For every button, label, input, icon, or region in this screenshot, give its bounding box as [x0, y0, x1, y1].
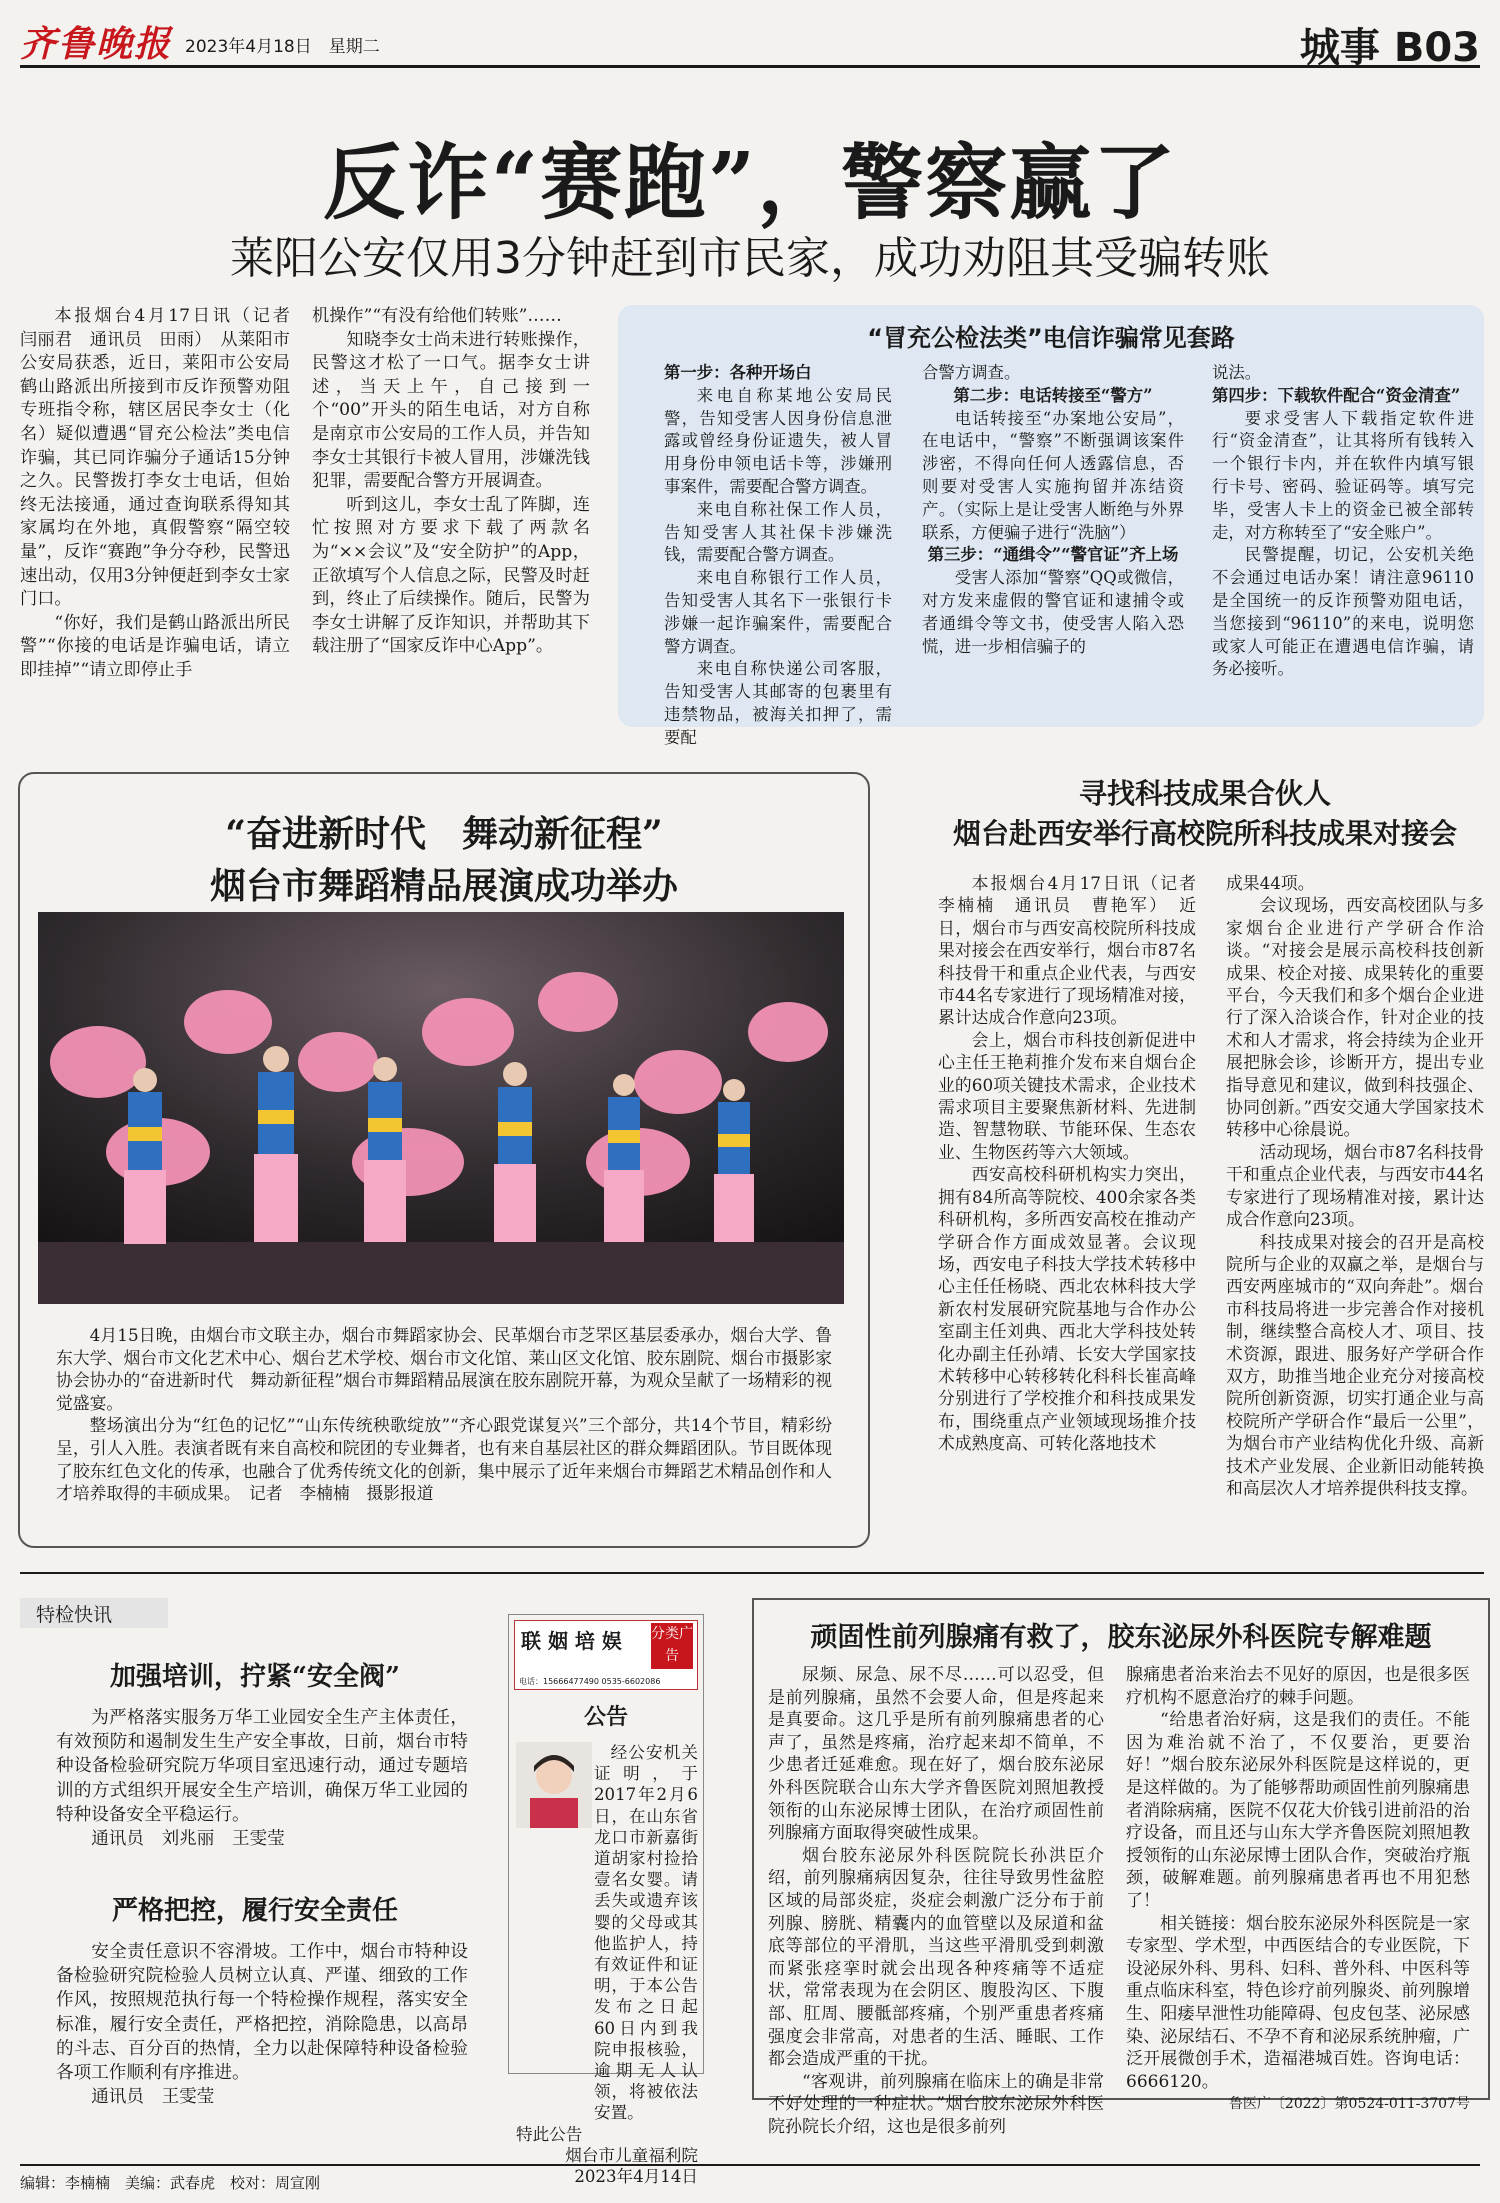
tech-title-line-1: 寻找科技成果合伙人: [1078, 777, 1331, 810]
notice-body: [516, 1742, 698, 2187]
notice-paragraph: 经公安机关证明，于2017年2月6日，在山东省龙口市新嘉街道胡家村捡拾壹名女婴。请丢失或遗弃该婴的父母或其他监护人，持有效证件和证明，于本公告发布之日起60日内到我院申报核验，逾期无人认领，将被依法安置。: [594, 1743, 698, 2123]
health-ad-number: 鲁医广〔2022〕第0524-011-3707号: [1228, 2096, 1470, 2113]
tech-column-2: [1226, 872, 1484, 1499]
fraud-paragraph: 受害人添加“警察”QQ或微信，对方发来虚假的警官证和逮捕令或者通缉令等文书，使受害人陷入恐慌，进一步相信骗子的: [922, 568, 1184, 656]
dance-caption: [56, 1324, 832, 1505]
section-divider: [20, 1572, 1484, 1574]
notice-signer: 烟台市儿童福利院: [565, 2145, 698, 2165]
lead-paragraph: “你好，我们是鹤山路派出所民警”“你接的电话是诈骗电话，请立即挂掉”“请立即停止手: [20, 612, 290, 680]
fraud-paragraph: 来电自称某地公安局民警，告知受害人因身份信息泄露或曾经身份证遗失，被人冒用身份申领电话卡等，涉嫌刑事案件，需要配合警方调查。: [664, 385, 892, 496]
health-column-1: [768, 1664, 1104, 2138]
tech-paragraph: 会上，烟台市科技创新促进中心主任王艳莉推介发布来自烟台企业的60项关键技术需求，企业技术需求项目主要聚焦新材料、先进制造、智慧物联、节能环保、生态农业、生物医药等六大领域。: [938, 1029, 1196, 1162]
fraud-column-2: [922, 362, 1184, 658]
inspection-paragraph: 安全责任意识不容滑坡。工作中，烟台市特种设备检验研究院检验人员树立认真、严谨、细致的工作作风，按照规范执行每一个特检操作规程，落实安全标准，履行安全责任，严格把控，消除隐患，以高昂的斗志、百分百的热情，全力以赴保障特种设备检验各项工作顺利有序推进。: [56, 1942, 468, 2084]
ad-phone: 电话：15666477490 0535-6602086: [519, 1677, 661, 1686]
fraud-paragraph: 说法。: [1212, 363, 1262, 382]
ad-tag: 分类广告: [651, 1623, 693, 1669]
fraud-paragraph: 民警提醒，切记，公安机关绝不会通过电话办案！请注意96110是全国统一的反诈预警劝阻电话，当您接到“96110”的来电，说明您或家人可能正在遭遇电信诈骗，请务必接听。: [1212, 545, 1474, 679]
fraud-paragraph: 来电自称社保工作人员，告知受害人其社保卡涉嫌洗钱，需要配合警方调查。: [664, 499, 892, 565]
issue-date: 2023年4月18日 星期二: [185, 37, 380, 57]
tech-paragraph: 活动现场，烟台市87名科技骨干和重点企业代表，与西安市44名专家进行了现场精准对接，累计达成合作意向23项。: [1226, 1141, 1484, 1230]
step-heading: 第四步：下载软件配合“资金清查”: [1212, 385, 1461, 405]
inspection-byline: 通讯员 王雯莹: [91, 2087, 215, 2108]
step-heading: 第一步：各种开场白: [664, 363, 812, 382]
fraud-paragraph: 要求受害人下载指定软件进行“资金清查”，让其将所有钱转入一个银行卡内，并在软件内填写银行卡号、密码、验证码等。填写完毕，受害人卡上的资金已被全部转走，对方称转至了“安全账户”。: [1212, 408, 1474, 542]
health-paragraph: “给患者治好病，这是我们的责任。不能因为难治就不治了，不仅要治，更要治好！”烟台胶东泌尿外科医院是这样说的，更是这样做的。为了能够帮助顽固性前列腺痛患者消除病痛，医院不仅花大价钱引进前沿的治疗设备，而且还与山东大学齐鲁医院刘照旭教授领衔的山东泌尿博士团队合作，突破治疗瓶颈，破解难题。前列腺痛患者再也不用犯愁了！: [1126, 1710, 1470, 1911]
masthead: [20, 12, 1480, 71]
health-paragraph: 腺痛患者治来治去不见好的原因，也是很多医疗机构不愿意治疗的棘手问题。: [1126, 1665, 1470, 1708]
lead-paragraph: 机操作”“有没有给他们转账”……: [312, 306, 562, 326]
lead-headline: 反诈“赛跑”，警察赢了: [322, 135, 1178, 231]
tech-paragraph: 会议现场，西安高校团队与多家烟台企业进行产学研合作洽谈。“对接会是展示高校科技创新成果、校企对接、成果转化的重要平台，今天我们和多个烟台企业进行了深入洽谈合作，针对企业的技术和人才需求，将会持续为企业开展把脉会诊，诊断开方，提出专业指导意见和建议，做到科技强企、协同创新。”西安交通大学国家技术转移中心徐晨说。: [1226, 895, 1484, 1140]
lead-subhead: 莱阳公安仅用3分钟赶到市民家，成功劝阻其受骗转账: [230, 233, 1270, 284]
health-paragraph: “客观讲，前列腺痛在临床上的确是非常不好处理的一种症状。”烟台胶东泌尿外科医院孙院长介绍，这也是很多前列: [768, 2071, 1104, 2137]
lead-paragraph: 听到这儿，李女士乱了阵脚，连忙按照对方要求下载了两款名为“××会议”及“安全防护”的App，正欲填写个人信息之际，民警及时赶到，终止了后续操作。随后，民警为李女士讲解了反诈知识，并帮助其下载注册了“国家反诈中心App”。: [312, 494, 590, 657]
fraud-paragraph: 来电自称银行工作人员，告知受害人其名下一张银行卡涉嫌一起诈骗案件，需要配合警方调查。: [664, 568, 892, 656]
notice-title: 公告: [583, 1704, 628, 1730]
step-heading: 第二步：电话转接至“警方”: [953, 385, 1153, 405]
lead-paragraph: 本报烟台4月17日讯（记者 闫丽君 通讯员 田雨） 从莱阳市公安局获悉，近日，莱阳市公安局鹤山路派出所接到市反诈预警劝阻专班指令称，辖区居民李女士（化名）疑似遭遇“冒充公检法”类电信诈骗，其已同诈骗分子通话15分钟之久。民警拨打李女士电话，但始终无法接通，通过查询联系得知其家属均在外地，真假警察“隔空较量”，反诈“赛跑”争分夺秒，民警迅速出动，仅用3分钟便赶到李女士家门口。: [20, 306, 308, 610]
newspaper-logo: 齐鲁晚报: [20, 23, 173, 65]
tech-paragraph: 科技成果对接会的召开是高校院所与企业的双赢之举，是烟台与西安两座城市的“双向奔赴”。烟台市科技局将进一步完善合作对接机制，继续整合高校人才、项目、技术资源，跟进、服务好产学研合作双方，助推当地企业充分对接高校院所创新资源，切实打通企业与高校院所产学研合作“最后一公里”，为烟台市产业结构优化升级、高新技术产业发展、企业新旧动能转换和高层次人才培养提供科技支撑。: [1226, 1231, 1484, 1498]
health-paragraph: 烟台胶东泌尿外科医院院长孙洪臣介绍，前列腺痛病因复杂，往往导致男性盆腔区域的局部炎症，炎症会刺激广泛分布于前列腺、膀胱、精囊内的血管壁以及尿道和盆底等部位的平滑肌，当这些平滑肌受到刺激而紧张痉挛时就会出现各种疼痛等不适症状，常常表现为在会阴区、腹股沟区、下腹部、肛周、腰骶部疼痛，个别严重患者疼痛强度会非常高，对患者的生活、睡眠、工作都会造成严重的干扰。: [768, 1845, 1104, 2070]
inspection-tag: 特检快讯: [20, 1598, 168, 1628]
inspection-story-1: [56, 1706, 468, 1851]
step-heading: 第三步：“通缉令”“警官证”齐上场: [927, 545, 1179, 565]
fraud-paragraph: 电话转接至“办案地公安局”，在电话中，“警察”不断强调该案件涉密，不得向任何人透露信息，否则要对受害人实施拘留并冻结资产。（实际上是让受害人断绝与外界联系，方便骗子进行“洗脑”）: [922, 408, 1184, 542]
dance-title-line-1: “奋进新时代 舞动新征程”: [225, 813, 663, 855]
lead-paragraph: 知晓李女士尚未进行转账操作，民警这才松了一口气。据李女士讲述，当天上午，自己接到一个“00”开头的陌生电话，对方自称是南京市公安局的工作人员，并告知李女士其银行卡被人冒用，涉嫌洗钱犯罪，需要配合警方开展调查。: [312, 329, 590, 492]
classified-ad-banner: [514, 1620, 698, 1690]
lead-column-1: [20, 305, 308, 683]
tech-title-line-2: 烟台赴西安举行高校院所科技成果对接会: [952, 817, 1457, 850]
tech-paragraph: 成果44项。: [1226, 873, 1315, 893]
inspection-headline-1: 加强培训，拧紧“安全阀”: [110, 1662, 400, 1692]
fraud-paragraph: 合警方调查。: [922, 363, 1021, 382]
health-paragraph: 相关链接：烟台胶东泌尿外科医院是一家专家型、学术型，中西医结合的专业医院，下设泌尿外科、男科、妇科、普外科、中医科等重点临床科室，特色诊疗前列腺炎、前列腺增生、阳痿早泄性功能障碍、包皮包茎、泌尿感染、泌尿结石、不孕不育和泌尿系统肿瘤，广泛开展微创手术，造福港城百姓。咨询电话：6666120。: [1126, 1913, 1470, 2092]
health-paragraph: 尿频、尿急、尿不尽……可以忍受，但是前列腺痛，虽然不会要人命，但是疼起来是真要命。这几乎是所有前列腺痛患者的心声了，虽然是疼痛，治疗起来却不简单，不少患者迁延难愈。现在好了，烟台胶东泌尿外科医院联合山东大学齐鲁医院刘照旭教授领衔的山东泌尿博士团队，在治疗顽固性前列腺痛方面取得突破性成果。: [768, 1665, 1104, 1844]
dance-title-line-2: 烟台市舞蹈精品展演成功举办: [209, 865, 678, 907]
dance-photo: [38, 912, 844, 1304]
page-footer: 编辑：李楠楠 美编：武春虎 校对：周宣刚: [20, 2164, 1480, 2193]
health-column-2: [1126, 1664, 1470, 2116]
fraud-box-title: “冒充公检法类”电信诈骗常见套路: [867, 324, 1235, 352]
section-label: 城事 B03: [1299, 25, 1480, 71]
fraud-paragraph: 来电自称快递公司客服，告知受害人其邮寄的包裹里有违禁物品，被海关扣押了，需要配: [664, 659, 892, 747]
tech-column-1: [938, 872, 1213, 1455]
tech-paragraph: 本报烟台4月17日讯（记者 李楠楠 通讯员 曹艳军） 近日，烟台市与西安高校院所科技成果对接会在西安举行，烟台市87名科技骨干和重点企业代表，与西安市44名专家进行了现场精准对接，累计达成合作意向23项。: [938, 873, 1213, 1028]
fraud-column-3: [1212, 362, 1474, 681]
lead-column-2: [312, 305, 590, 659]
dance-paragraph: 4月15日晚，由烟台市文联主办，烟台市舞蹈家协会、民革烟台市芝罘区基层委承办，烟台大学、鲁东大学、烟台市文化艺术中心、烟台艺术学校、烟台市文化馆、莱山区文化馆、胶东剧院、烟台市摄影家协会协办的“奋进新时代 舞动新征程”烟台市舞蹈精品展演在胶东剧院开幕，为观众呈献了一场精彩的视觉盛宴。: [56, 1325, 832, 1413]
tech-paragraph: 西安高校科研机构实力突出，拥有84所高等院校、400余家各类科研机构，多所西安高校在推动产学研合作方面成效显著。会议现场，西安电子科技大学技术转移中心主任任杨晓、西北农林科技大学新农村发展研究院基地与合作办公室副主任刘典、西北大学科技处转化办副主任孙靖、长安大学国家技术转移中心转移转化科科长崔高峰分别进行了学校推介和科技成果发布，围绕重点产业领域现场推介技术成熟度高、可转化落地技术: [938, 1164, 1196, 1454]
inspection-story-2: [56, 1940, 468, 2109]
notice-closing: 特此公告: [516, 2124, 583, 2144]
fraud-column-1: [664, 362, 892, 750]
dance-paragraph: 整场演出分为“红色的记忆”“山东传统秧歌绽放”“齐心跟党谋复兴”三个部分，共14个节目，精彩纷呈，引人入胜。表演者既有来自高校和院团的专业舞者，也有来自基层社区的群众舞蹈团队。节目既体现了胶东红色文化的传承，也融合了优秀传统文化的创新，集中展示了近年来烟台市舞蹈艺术精品创作和人才培养取得的丰硕成果。 记者 李楠楠 摄影报道: [56, 1415, 832, 1504]
dance-photo-illustration: [38, 912, 844, 1304]
inspection-paragraph: 为严格落实服务万华工业园安全生产主体责任，有效预防和遏制发生生产安全事故，日前，烟台市特种设备检验研究院万华项目室迅速行动，通过专题培训的方式组织开展安全生产培训，确保万华工业园的特种设备安全平稳运行。: [56, 1708, 468, 1825]
inspection-headline-2: 严格把控，履行安全责任: [111, 1896, 398, 1926]
health-title: 顽固性前列腺痛有救了，胶东泌尿外科医院专解难题: [810, 1622, 1432, 1653]
ad-title: 联 姻 培 娱: [521, 1629, 622, 1653]
inspection-byline: 通讯员 刘兆丽 王雯莹: [91, 1829, 285, 1850]
notice-date: 2023年4月14日: [574, 2167, 698, 2187]
